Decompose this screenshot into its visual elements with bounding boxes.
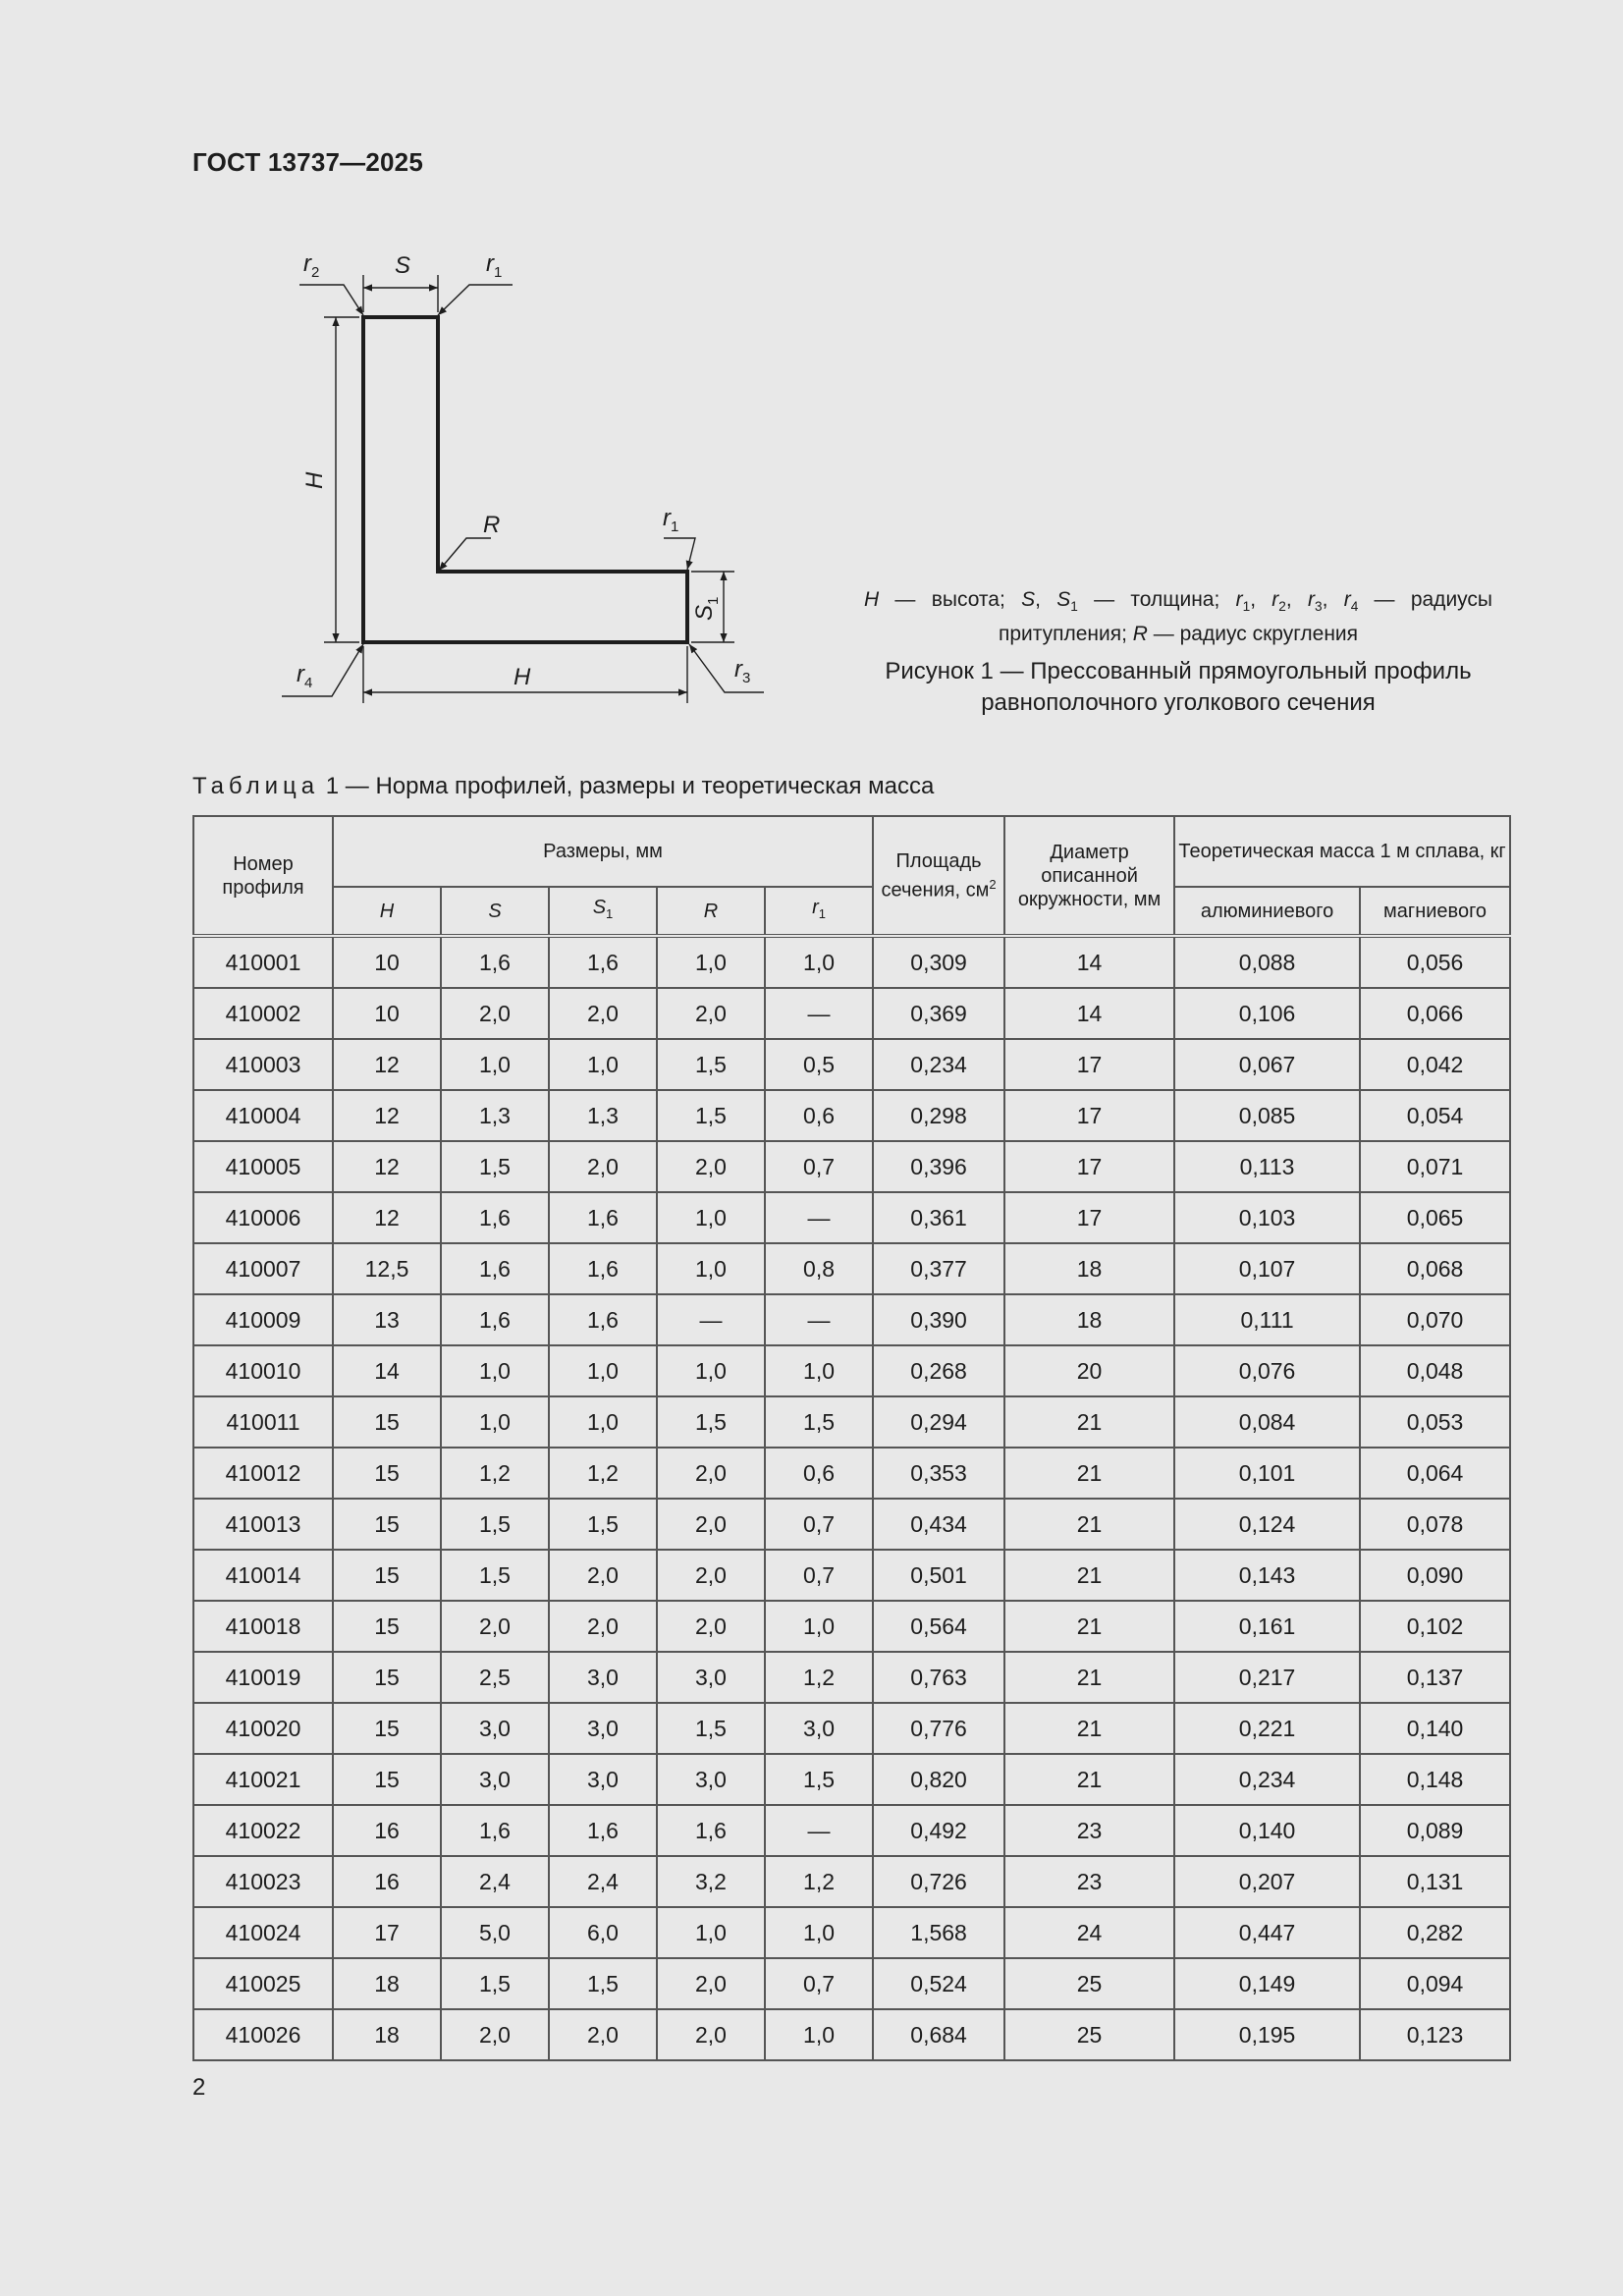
- table-cell: 410022: [193, 1805, 333, 1856]
- table-cell: 2,0: [657, 1448, 765, 1499]
- table-cell: 0,7: [765, 1141, 873, 1192]
- table-cell: 0,524: [873, 1958, 1004, 2009]
- table-cell: 1,5: [441, 1499, 549, 1550]
- table-cell: 21: [1004, 1499, 1174, 1550]
- table-row: [193, 1448, 1510, 1499]
- table-cell: 17: [1004, 1192, 1174, 1243]
- table-cell: 12: [333, 1039, 441, 1090]
- table-cell: 12: [333, 1141, 441, 1192]
- table-cell: 6,0: [549, 1907, 657, 1958]
- table-cell: 1,5: [657, 1396, 765, 1448]
- table-cell: 0,234: [873, 1039, 1004, 1090]
- h-bottom-label: H: [514, 664, 531, 690]
- table-cell: 410021: [193, 1754, 333, 1805]
- table-row: [193, 1652, 1510, 1703]
- table-cell: 1,0: [765, 936, 873, 988]
- table-cell: 0,085: [1174, 1090, 1360, 1141]
- header-r1: $r_1$: [765, 887, 873, 936]
- table-cell: 3,0: [549, 1754, 657, 1805]
- table-row: [193, 1958, 1510, 2009]
- table-cell: 16: [333, 1805, 441, 1856]
- table-cell: 410019: [193, 1652, 333, 1703]
- table-cell: 18: [333, 2009, 441, 2060]
- table-cell: 12: [333, 1090, 441, 1141]
- table-cell: 0,078: [1360, 1499, 1510, 1550]
- header-area: Площадь сечения, $см^2$: [873, 816, 1004, 936]
- table-cell: 1,3: [441, 1090, 549, 1141]
- table-cell: 0,066: [1360, 988, 1510, 1039]
- table-cell: 0,068: [1360, 1243, 1510, 1294]
- r1-top-leader: [438, 285, 513, 315]
- table-cell: 0,763: [873, 1652, 1004, 1703]
- table-cell: 1,5: [765, 1754, 873, 1805]
- table-cell: 21: [1004, 1754, 1174, 1805]
- table-cell: 16: [333, 1856, 441, 1907]
- table-cell: 0,053: [1360, 1396, 1510, 1448]
- table-row: [193, 1192, 1510, 1243]
- table-row: [193, 1754, 1510, 1805]
- table-row: [193, 936, 1510, 988]
- table-cell: 410025: [193, 1958, 333, 2009]
- table-cell: 0,294: [873, 1396, 1004, 1448]
- table-cell: 410012: [193, 1448, 333, 1499]
- table-cell: 15: [333, 1550, 441, 1601]
- table-cell: 3,0: [441, 1703, 549, 1754]
- table-cell: 0,353: [873, 1448, 1004, 1499]
- table-cell: 1,0: [657, 1907, 765, 1958]
- header-dimensions: Размеры, мм: [333, 816, 873, 887]
- table-cell: 410010: [193, 1345, 333, 1396]
- table-cell: 1,0: [765, 1345, 873, 1396]
- table-cell: 15: [333, 1652, 441, 1703]
- table-body: [193, 936, 1510, 2060]
- table-cell: 0,107: [1174, 1243, 1360, 1294]
- table-cell: 0,054: [1360, 1090, 1510, 1141]
- table-cell: 15: [333, 1703, 441, 1754]
- table-cell: 0,447: [1174, 1907, 1360, 1958]
- table-cell: 1,0: [549, 1345, 657, 1396]
- table-cell: 2,0: [657, 1550, 765, 1601]
- table-cell: 21: [1004, 1601, 1174, 1652]
- table-cell: 18: [333, 1958, 441, 2009]
- table-title: [192, 773, 934, 800]
- r4-leader: [282, 644, 363, 696]
- table-cell: 0,048: [1360, 1345, 1510, 1396]
- table-cell: 0,137: [1360, 1652, 1510, 1703]
- table-cell: 0,088: [1174, 936, 1360, 988]
- table-cell: 0,084: [1174, 1396, 1360, 1448]
- r2-label: $r_2$: [303, 250, 320, 281]
- table-cell: 21: [1004, 1703, 1174, 1754]
- table-cell: 0,131: [1360, 1856, 1510, 1907]
- table-cell: 13: [333, 1294, 441, 1345]
- table-cell: 21: [1004, 1396, 1174, 1448]
- table-cell: 410001: [193, 936, 333, 988]
- table-cell: 0,298: [873, 1090, 1004, 1141]
- table-cell: 1,0: [765, 1601, 873, 1652]
- r4-label: $r_4$: [297, 661, 313, 691]
- table-cell: 1,6: [441, 1805, 549, 1856]
- table-cell: 0,140: [1360, 1703, 1510, 1754]
- table-cell: 410006: [193, 1192, 333, 1243]
- table-cell: 0,102: [1360, 1601, 1510, 1652]
- table-cell: 25: [1004, 2009, 1174, 2060]
- table-row: [193, 1907, 1510, 1958]
- table-cell: 0,6: [765, 1090, 873, 1141]
- table-cell: 1,6: [549, 936, 657, 988]
- s1-label: $S_1$: [691, 596, 722, 621]
- table-cell: 1,5: [549, 1499, 657, 1550]
- table-cell: 2,0: [549, 2009, 657, 2060]
- table-cell: 1,0: [549, 1039, 657, 1090]
- table-cell: 0,390: [873, 1294, 1004, 1345]
- figure-caption-line: Рисунок 1 — Прессованный прямоугольный профиль: [885, 658, 1472, 684]
- table-cell: 0,221: [1174, 1703, 1360, 1754]
- header-magnesium: магниевого: [1360, 887, 1510, 936]
- table-cell: 1,5: [549, 1958, 657, 2009]
- table-row: [193, 1805, 1510, 1856]
- table-cell: 14: [333, 1345, 441, 1396]
- table-cell: 3,0: [441, 1754, 549, 1805]
- table-cell: 15: [333, 1601, 441, 1652]
- document-title: ГОСТ 13737—2025: [192, 147, 423, 177]
- table-cell: 2,5: [441, 1652, 549, 1703]
- table-cell: 1,6: [441, 936, 549, 988]
- header-s: S: [441, 887, 549, 936]
- header-profile-number: Номер профиля: [193, 816, 333, 936]
- table-cell: 1,0: [441, 1396, 549, 1448]
- table-cell: 17: [333, 1907, 441, 1958]
- table-cell: 2,0: [657, 1958, 765, 2009]
- profiles-table: [192, 815, 1511, 2061]
- table-cell: 410018: [193, 1601, 333, 1652]
- table-row: [193, 1345, 1510, 1396]
- table-cell: 15: [333, 1396, 441, 1448]
- r-inner-label: R: [483, 512, 501, 538]
- table-cell: 2,0: [657, 1601, 765, 1652]
- table-cell: 1,5: [765, 1396, 873, 1448]
- table-cell: 3,0: [765, 1703, 873, 1754]
- table-cell: 1,6: [441, 1192, 549, 1243]
- table-cell: 2,0: [549, 1601, 657, 1652]
- table-cell: 10: [333, 988, 441, 1039]
- table-cell: 410024: [193, 1907, 333, 1958]
- table-cell: 15: [333, 1754, 441, 1805]
- table-cell: 1,6: [441, 1294, 549, 1345]
- table-cell: 0,101: [1174, 1448, 1360, 1499]
- table-cell: 1,5: [657, 1039, 765, 1090]
- table-cell: 1,0: [657, 1192, 765, 1243]
- table-cell: 2,0: [657, 988, 765, 1039]
- table-cell: 1,0: [657, 1345, 765, 1396]
- table-cell: 0,8: [765, 1243, 873, 1294]
- r1-top-label: $r_1$: [486, 250, 503, 281]
- table-cell: 0,7: [765, 1550, 873, 1601]
- table-cell: 0,113: [1174, 1141, 1360, 1192]
- figure-caption-line: равнополочного уголкового сечения: [981, 689, 1376, 716]
- table-cell: —: [765, 1294, 873, 1345]
- table-row: [193, 1090, 1510, 1141]
- r1-right-label: $r_1$: [663, 505, 679, 535]
- figure-caption: [864, 656, 1492, 719]
- r1-right-leader: [664, 538, 695, 570]
- table-title-text: 1 — Норма профилей, размеры и теоретическая масса: [319, 773, 935, 799]
- table-cell: 18: [1004, 1243, 1174, 1294]
- table-cell: 0,492: [873, 1805, 1004, 1856]
- table-cell: 21: [1004, 1550, 1174, 1601]
- r2-leader: [299, 285, 363, 315]
- page-number: 2: [192, 2074, 206, 2101]
- r3-leader: [689, 644, 764, 692]
- table-cell: 0,7: [765, 1958, 873, 2009]
- table-cell: 0,776: [873, 1703, 1004, 1754]
- table-cell: 15: [333, 1448, 441, 1499]
- table-cell: 2,0: [549, 1141, 657, 1192]
- table-cell: 410013: [193, 1499, 333, 1550]
- table-cell: 1,0: [765, 2009, 873, 2060]
- r-inner-leader: [439, 538, 491, 571]
- table-cell: 0,369: [873, 988, 1004, 1039]
- h-left-label: H: [301, 471, 328, 489]
- table-cell: 410026: [193, 2009, 333, 2060]
- header-r: R: [657, 887, 765, 936]
- table-cell: 1,5: [657, 1703, 765, 1754]
- table-cell: 10: [333, 936, 441, 988]
- table-cell: 0,143: [1174, 1550, 1360, 1601]
- table-row: [193, 1856, 1510, 1907]
- table-cell: —: [657, 1294, 765, 1345]
- table-cell: 0,056: [1360, 936, 1510, 988]
- table-cell: 0,820: [873, 1754, 1004, 1805]
- table-row: [193, 2009, 1510, 2060]
- header-mass: Теоретическая масса 1 м сплава, кг: [1174, 816, 1510, 887]
- table-cell: 0,070: [1360, 1294, 1510, 1345]
- table-cell: 23: [1004, 1856, 1174, 1907]
- table-cell: 2,4: [441, 1856, 549, 1907]
- table-cell: 410004: [193, 1090, 333, 1141]
- table-cell: 0,089: [1360, 1805, 1510, 1856]
- table-cell: 2,0: [441, 988, 549, 1039]
- table-cell: 2,0: [657, 2009, 765, 2060]
- table-cell: 24: [1004, 1907, 1174, 1958]
- table-cell: 0,042: [1360, 1039, 1510, 1090]
- table-cell: 12,5: [333, 1243, 441, 1294]
- table-cell: 1,6: [549, 1192, 657, 1243]
- table-cell: 0,064: [1360, 1448, 1510, 1499]
- table-cell: 410007: [193, 1243, 333, 1294]
- table-cell: 1,0: [549, 1396, 657, 1448]
- table-cell: 17: [1004, 1141, 1174, 1192]
- table-row: [193, 1294, 1510, 1345]
- table-cell: 1,0: [441, 1345, 549, 1396]
- table-cell: 2,4: [549, 1856, 657, 1907]
- table-cell: 0,149: [1174, 1958, 1360, 2009]
- table-cell: 0,217: [1174, 1652, 1360, 1703]
- table-cell: 1,5: [657, 1090, 765, 1141]
- table-cell: 410020: [193, 1703, 333, 1754]
- table-cell: 0,195: [1174, 2009, 1360, 2060]
- table-row: [193, 1550, 1510, 1601]
- table-cell: 25: [1004, 1958, 1174, 2009]
- table-cell: 410003: [193, 1039, 333, 1090]
- table-cell: 0,684: [873, 2009, 1004, 2060]
- table-cell: 0,090: [1360, 1550, 1510, 1601]
- table-cell: 1,6: [549, 1805, 657, 1856]
- table-cell: 410009: [193, 1294, 333, 1345]
- table-cell: 0,067: [1174, 1039, 1360, 1090]
- table-cell: 21: [1004, 1448, 1174, 1499]
- table-cell: 1,0: [765, 1907, 873, 1958]
- table-cell: 1,6: [549, 1294, 657, 1345]
- table-cell: 1,2: [765, 1652, 873, 1703]
- header-s1: $S_1$: [549, 887, 657, 936]
- table-cell: 1,6: [549, 1243, 657, 1294]
- table-cell: 0,564: [873, 1601, 1004, 1652]
- table-cell: 3,2: [657, 1856, 765, 1907]
- table-cell: 2,0: [441, 1601, 549, 1652]
- table-cell: 1,5: [441, 1550, 549, 1601]
- table-cell: 2,0: [441, 2009, 549, 2060]
- table-cell: 0,103: [1174, 1192, 1360, 1243]
- table-cell: 0,501: [873, 1550, 1004, 1601]
- table-cell: 1,2: [441, 1448, 549, 1499]
- table-cell: 1,2: [549, 1448, 657, 1499]
- table-cell: 23: [1004, 1805, 1174, 1856]
- table-cell: 0,094: [1360, 1958, 1510, 2009]
- table-cell: 1,3: [549, 1090, 657, 1141]
- table-cell: 0,7: [765, 1499, 873, 1550]
- r3-label: $r_3$: [734, 656, 751, 686]
- table-cell: 0,123: [1360, 2009, 1510, 2060]
- table-row: [193, 988, 1510, 1039]
- table-cell: 0,065: [1360, 1192, 1510, 1243]
- table-cell: 3,0: [657, 1652, 765, 1703]
- table-row: [193, 1039, 1510, 1090]
- table-cell: 0,071: [1360, 1141, 1510, 1192]
- table-cell: 410002: [193, 988, 333, 1039]
- table-title-label: Таблица: [192, 773, 320, 799]
- table-cell: 3,0: [549, 1652, 657, 1703]
- table-cell: 410005: [193, 1141, 333, 1192]
- table-cell: 1,0: [657, 1243, 765, 1294]
- table-cell: —: [765, 1192, 873, 1243]
- table-cell: —: [765, 988, 873, 1039]
- table-cell: 21: [1004, 1652, 1174, 1703]
- table-row: [193, 1601, 1510, 1652]
- table-row: [193, 1396, 1510, 1448]
- table-cell: 12: [333, 1192, 441, 1243]
- table-cell: 3,0: [549, 1703, 657, 1754]
- table-cell: 2,0: [549, 1550, 657, 1601]
- table-cell: 0,396: [873, 1141, 1004, 1192]
- header-h: H: [333, 887, 441, 936]
- table-cell: 0,124: [1174, 1499, 1360, 1550]
- table-cell: 2,0: [657, 1141, 765, 1192]
- table-cell: 18: [1004, 1294, 1174, 1345]
- table-cell: 0,726: [873, 1856, 1004, 1907]
- table-cell: 1,5: [441, 1141, 549, 1192]
- table-cell: 20: [1004, 1345, 1174, 1396]
- table-cell: 1,0: [441, 1039, 549, 1090]
- table-row: [193, 1243, 1510, 1294]
- table-cell: 0,309: [873, 936, 1004, 988]
- table-cell: 0,161: [1174, 1601, 1360, 1652]
- table-cell: 1,6: [441, 1243, 549, 1294]
- table-cell: 0,361: [873, 1192, 1004, 1243]
- table-cell: 410023: [193, 1856, 333, 1907]
- table-cell: 0,234: [1174, 1754, 1360, 1805]
- table-cell: 5,0: [441, 1907, 549, 1958]
- table-cell: 2,0: [657, 1499, 765, 1550]
- table-cell: 0,377: [873, 1243, 1004, 1294]
- table-cell: 17: [1004, 1039, 1174, 1090]
- figure-legend: H — высота; S, $S_1$ — толщина; $r_1$, $r_2$, $r_3$, $r_4$ — радиусы притупления; R — радиус скругления: [864, 588, 1493, 646]
- table-cell: 410011: [193, 1396, 333, 1448]
- table-row: [193, 1141, 1510, 1192]
- table-cell: 1,6: [657, 1805, 765, 1856]
- table-row: [193, 1499, 1510, 1550]
- table-cell: 0,148: [1360, 1754, 1510, 1805]
- table-cell: 0,140: [1174, 1805, 1360, 1856]
- table-cell: 14: [1004, 988, 1174, 1039]
- header-diameter: Диаметр описанной окружности, мм: [1004, 816, 1174, 936]
- table-cell: 0,282: [1360, 1907, 1510, 1958]
- table-cell: 14: [1004, 936, 1174, 988]
- table-cell: 1,0: [657, 936, 765, 988]
- table-cell: 2,0: [549, 988, 657, 1039]
- table-cell: 0,268: [873, 1345, 1004, 1396]
- table-cell: 3,0: [657, 1754, 765, 1805]
- table-cell: 1,2: [765, 1856, 873, 1907]
- table-cell: 1,5: [441, 1958, 549, 2009]
- table-cell: 0,076: [1174, 1345, 1360, 1396]
- table-cell: —: [765, 1805, 873, 1856]
- table-cell: 15: [333, 1499, 441, 1550]
- table-cell: 0,5: [765, 1039, 873, 1090]
- table-cell: 0,6: [765, 1448, 873, 1499]
- table-cell: 410014: [193, 1550, 333, 1601]
- table-cell: 17: [1004, 1090, 1174, 1141]
- table-cell: 1,568: [873, 1907, 1004, 1958]
- table-cell: 0,111: [1174, 1294, 1360, 1345]
- table-row: [193, 1703, 1510, 1754]
- header-aluminium: алюминиевого: [1174, 887, 1360, 936]
- table-cell: 0,106: [1174, 988, 1360, 1039]
- s-label: S: [395, 252, 411, 279]
- profile-outline: [363, 317, 687, 642]
- table-cell: 0,207: [1174, 1856, 1360, 1907]
- table-cell: 0,434: [873, 1499, 1004, 1550]
